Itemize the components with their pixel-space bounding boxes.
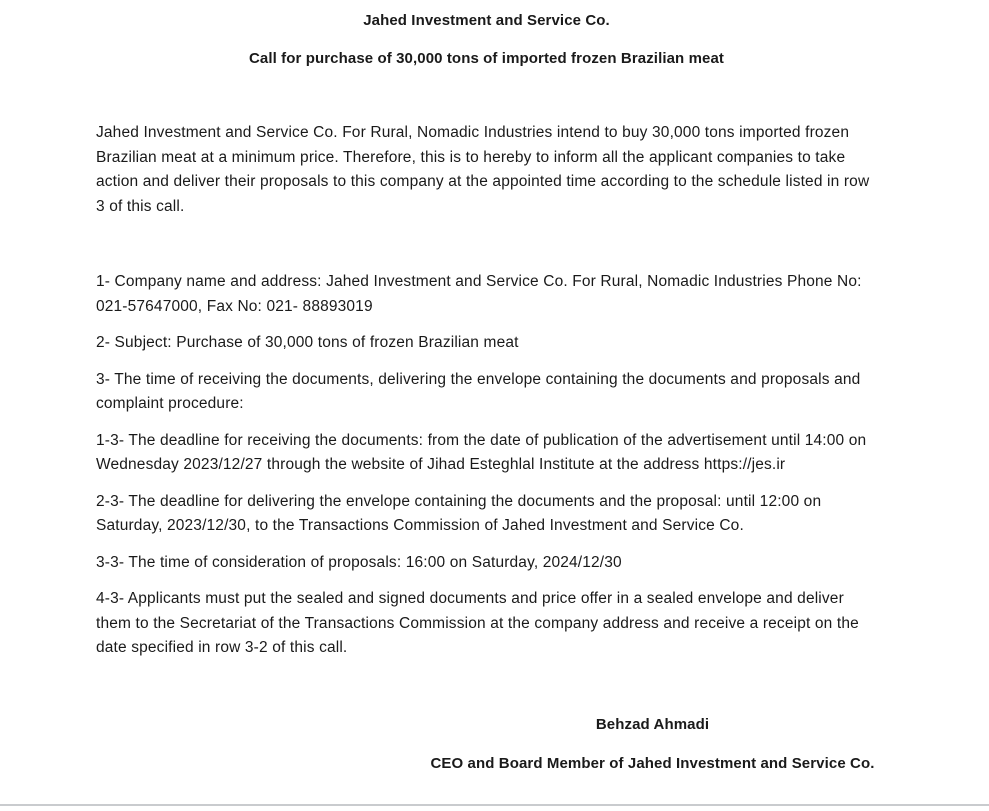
clause-delivery-deadline: 2-3- The deadline for delivering the envelope containing the documents and the proposal: until 12:00 on Saturday, 2023/12/30, to the Transactions Commission of Jahed Investment and Service Co. [96,492,822,534]
bottom-divider [0,804,989,806]
signature-title: CEO and Board Member of Jahed Investment and Service Co. [430,755,875,772]
intro-paragraph: Jahed Investment and Service Co. For Rural, Nomadic Industries intend to buy 30,000 tons imported frozen Brazilian meat at a minimum price. Therefore, this is to hereby to inform all the applicant companies to take action and deliver their proposals to this company at the appointed time according to the schedule listed in row 3 of this call. [96,124,870,215]
signature-block [96,713,877,777]
clause-envelope-instructions: 4-3- Applicants must put the sealed and signed documents and price offer in a sealed envelope and deliver them to the Secretariat of the Transactions Commission at the company address and receive a receipt on the date specified in row 3-2 of this call. [96,590,859,656]
document-subtitle: Call for purchase of 30,000 tons of imported frozen Brazilian meat [248,50,725,67]
signature-name: Behzad Ahmadi [595,715,710,733]
clause-consideration-time: 3-3- The time of consideration of proposals: 16:00 on Saturday, 2024/12/30 [96,553,622,571]
clause-subject: 2- Subject: Purchase of 30,000 tons of frozen Brazilian meat [96,334,519,351]
clause-schedule-intro: 3- The time of receiving the documents, delivering the envelope containing the documents and proposals and complaint procedure: [96,370,861,412]
document-title: Jahed Investment and Service Co. [363,12,610,29]
clause-receiving-deadline: 1-3- The deadline for receiving the documents: from the date of publication of the advertisement until 14:00 on Wednesday 2023/12/27 through the website of Jihad Esteghlal Institute at the address https://jes.ir [96,431,867,473]
clause-company-info: 1- Company name and address: Jahed Investment and Service Co. For Rural, Nomadic Industries Phone No: 021-57647000, Fax No: 021- 88893019 [96,273,862,315]
